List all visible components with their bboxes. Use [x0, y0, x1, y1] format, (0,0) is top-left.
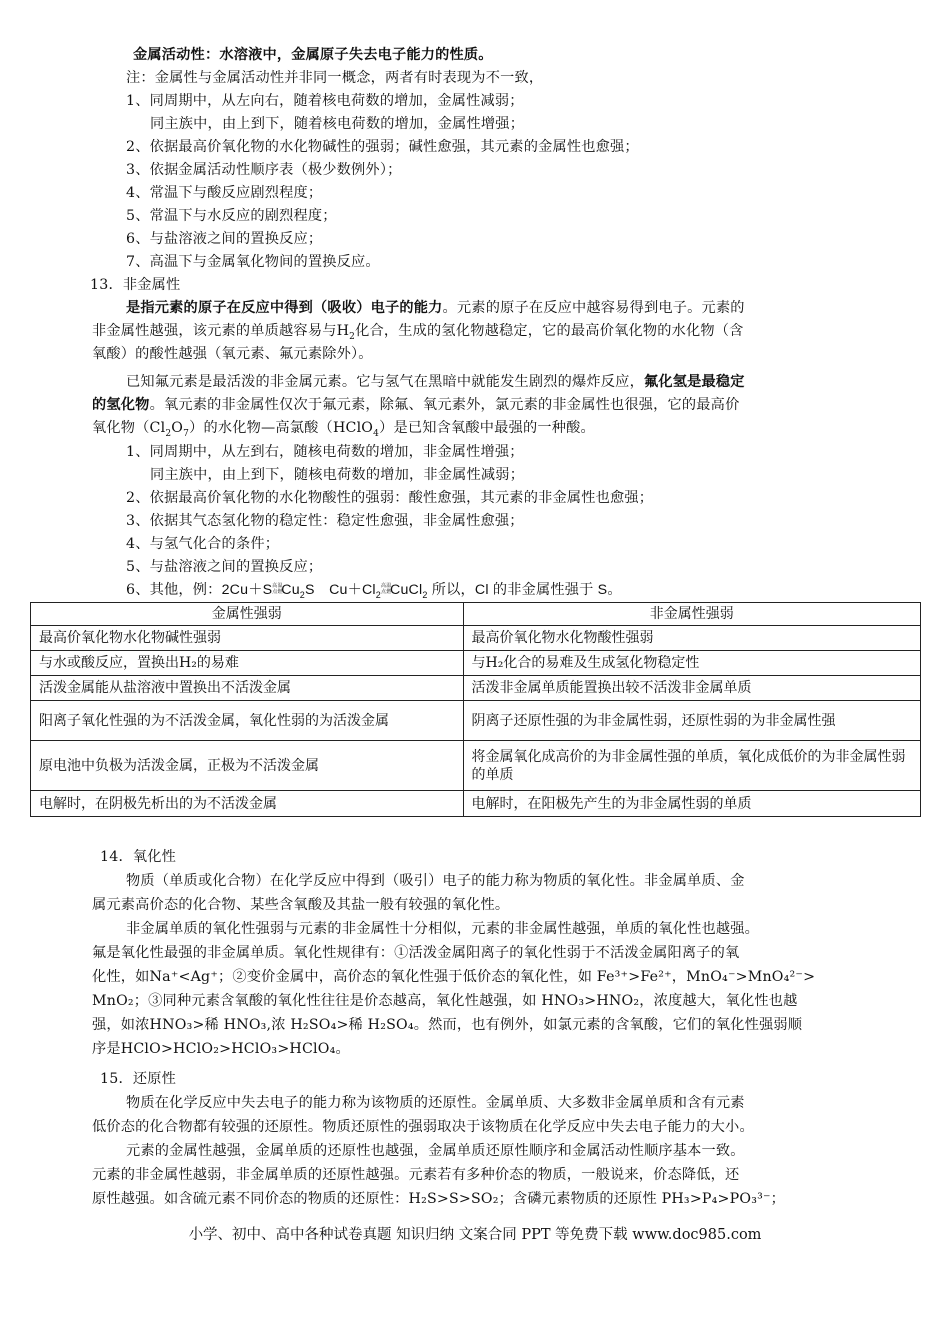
metal-item-7: 7、高温下与金属氧化物间的置换反应。 — [126, 254, 380, 270]
fluorine-paragraph-line-3: 氧化物$(Cl_2O_7)$的水化物—高氯酸（HClO$_4$）是已知含氧酸中最强的一种酸。 — [92, 420, 595, 439]
metal-item-2: 2、依据最高价氧化物的水化物碱性的强弱；碱性愈强，其元素的金属性也愈强； — [126, 139, 639, 155]
metal-item-1: 1、同周期中，从左向右，随着核电荷数的增加，金属性减弱； — [126, 93, 524, 109]
table-cell: 与水或酸反应，置换出H₂的易难 — [31, 651, 464, 676]
nonmetal-p1-line2: 非金属性越强，该元素的单质越容易与H — [92, 323, 350, 339]
metal-item-5: 5、常温下与水反应的剧烈程度； — [126, 208, 337, 224]
nonmetal-item-1b: 同主族中，由上到下，随核电荷数的增加，非金属性减弱； — [150, 467, 525, 483]
metal-item-4: 4、常温下与酸反应剧烈程度； — [126, 185, 323, 201]
nonmetal-paragraph-line-3: 氧酸）的酸性越强（氧元素、氟元素除外）。 — [92, 346, 373, 362]
table-cell: 最高价氧化物水化物酸性强弱 — [463, 626, 921, 651]
fluorine-p-line2a: 的氢化物 — [92, 397, 150, 413]
fluorine-p-line1a: 已知氟元素是最活泼的非金属元素。它与氢气在黑暗中就能发生剧烈的爆炸反应， — [126, 374, 644, 390]
fluorine-p-line3c: ）的水化物—高氯酸（HClO — [189, 420, 374, 436]
reaction1-product: Cu — [281, 582, 300, 598]
reduction-line-3: 元素的金属性越强，金属单质的还原性也越强，金属单质还原性顺序和金属活动性顺序基本一致。 — [126, 1143, 745, 1159]
reaction1-condition — [272, 584, 281, 596]
fluorine-p-line2b: 。氧元素的非金属性仅次于氟元素，除氟、氧元素外，氯元素的非金属性也很强，它的最高价 — [149, 397, 740, 413]
metal-nonmetal-comparison-table — [30, 602, 921, 817]
metal-item-6: 6、与盐溶液之间的置换反应； — [126, 231, 323, 247]
nonmetal-item-4: 4、与氢气化合的条件； — [126, 536, 280, 552]
item6-conclusion: 所以，Cl 的非金属性强于 S。 — [427, 582, 622, 598]
nonmetal-paragraph-line-2: 非金属性越强，该元素的单质越容易与$H_2$化合，生成的氢化物越稳定，它的最高价氧化物的水化物（含 — [92, 323, 744, 342]
fluorine-paragraph-line-1 — [126, 371, 745, 393]
nonmetal-item-1: 1、同周期中，从左到右，随核电荷数的增加，非金属性增强； — [126, 444, 524, 460]
table-row — [31, 651, 921, 676]
table-header-row — [31, 603, 921, 626]
fluorine-p-line3a: 氧化物（Cl — [92, 420, 166, 436]
table-cell: 阳离子氧化性强的为不活泼金属，氧化性弱的为活泼金属 — [31, 701, 464, 741]
nonmetal-definition: 是指元素的原子在反应中得到（吸收）电子的能力 — [126, 300, 443, 316]
metal-activity-heading: 金属活动性：水溶液中，金属原子失去电子能力的性质。 — [133, 47, 493, 63]
table-cell: 与H₂化合的易难及生成氢化物稳定性 — [463, 651, 921, 676]
table-cell: 阴离子还原性强的为非金属性弱，还原性弱的为非金属性强 — [463, 701, 921, 741]
reduction-line-5: 原性越强。如含硫元素不同价态的物质的还原性：H₂S>S>SO₂；含磷元素物质的还原性 PH₃>P₄>PO₃³⁻； — [92, 1191, 786, 1207]
table-cell: 原电池中负极为活泼金属，正极为不活泼金属 — [31, 741, 464, 791]
reduction-line-1: 物质在化学反应中失去电子的能力称为该物质的还原性。金属单质、大多数非金属单质和含有元素 — [126, 1095, 745, 1111]
nonmetal-item-3: 3、依据其气态氢化物的稳定性：稳定性愈强，非金属性愈强； — [126, 513, 524, 529]
nonmetal-paragraph-line-1 — [126, 297, 745, 319]
reduction-line-2: 低价态的化合物都有较强的还原性。物质还原性的强弱取决于该物质在化学反应中失去电子能力的大小。 — [92, 1119, 754, 1135]
fluorine-p-line1b: 氟化氢是最稳定 — [643, 374, 745, 390]
table-header-metal: 金属性强弱 — [31, 603, 464, 626]
fluorine-p-line3b: O — [171, 420, 184, 436]
reaction2-cond-top: 高温 — [381, 583, 392, 590]
metal-note: 注：金属性与金属活动性并非同一概念，两者有时表现为不一致， — [126, 70, 544, 86]
nonmetal-p1-rest: 。元素的原子在反应中越容易得到电子。元素的 — [442, 300, 745, 316]
oxidation-line-4: 氟是氧化性最强的非金属单质。氧化性规律有：①活泼金属阳离子的氧化性弱于不活泼金属阳离子的氧 — [92, 945, 740, 961]
fluorine-p-line3d: ）是已知含氧酸中最强的一种酸。 — [379, 420, 595, 436]
nonmetal-title: 13．非金属性 — [90, 277, 181, 293]
fluorine-paragraph-line-2 — [92, 394, 739, 416]
metal-item-1b: 同主族中，由上到下，随着核电荷数的增加，金属性增强； — [150, 116, 525, 132]
metal-item-3: 3、依据金属活动性顺序表（极少数例外）； — [126, 162, 402, 178]
table-cell: 将金属氧化成高价的为非金属性强的单质，氧化成低价的为非金属性弱的单质 — [463, 741, 921, 791]
reaction1-cond-bot: 点燃 — [272, 589, 283, 596]
table-row — [31, 626, 921, 651]
table-cell: 电解时，在阴极先析出的为不活泼金属 — [31, 791, 464, 817]
table-cell: 活泼非金属单质能置换出较不活泼非金属单质 — [463, 676, 921, 701]
reaction2-product: CuCl — [390, 582, 423, 598]
reaction-equations: 2Cu＋S 高温 点燃 $Cu_2S$ $Cu+Cl_2$ 高温 点燃 CuCl$_2$ 所以，Cl 的非金属性强于 S。 — [221, 582, 622, 600]
table-row — [31, 701, 921, 741]
item6-prefix: 6、其他，例： — [126, 582, 222, 598]
oxidation-line-7: 强，如浓HNO₃>稀 HNO₃,浓 H₂SO₄>稀 H₂SO₄。然而，也有例外，如氯元素的含氧酸，它们的氧化性强弱顺 — [92, 1017, 803, 1033]
reduction-line-4: 元素的非金属性越弱，非金属单质的还原性越强。元素若有多种价态的物质，一般说来，价态降低，还 — [92, 1167, 740, 1183]
reaction2-cond-bot: 点燃 — [381, 589, 392, 596]
table-cell: 最高价氧化物水化物碱性强弱 — [31, 626, 464, 651]
reaction2-left: S Cu＋Cl — [305, 582, 376, 598]
table-cell: 电解时，在阳极先产生的为非金属性弱的单质 — [463, 791, 921, 817]
nonmetal-item-2: 2、依据最高价氧化物的水化物酸性的强弱：酸性愈强，其元素的非金属性也愈强； — [126, 490, 654, 506]
reaction1-left: 2Cu＋S — [221, 582, 273, 598]
oxidation-line-1: 物质（单质或化合物）在化学反应中得到（吸引）电子的能力称为物质的氧化性。非金属单质、金 — [126, 873, 745, 889]
oxidation-line-2: 属元素高价态的化合物、某些含氧酸及其盐一般有较强的氧化性。 — [92, 897, 510, 913]
table-row — [31, 741, 921, 791]
table-cell: 活泼金属能从盐溶液中置换出不活泼金属 — [31, 676, 464, 701]
nonmetal-p1-line2b: 化合，生成的氢化物越稳定，它的最高价氧化物的水化物（含 — [355, 323, 744, 339]
oxidation-title: 14．氧化性 — [100, 849, 177, 865]
oxidation-line-6: MnO₂；③同种元素含氧酸的氧化性往往是价态越高，氧化性越强，如 HNO₃>HNO₂，浓度越大，氧化性也越 — [92, 993, 798, 1009]
reaction2-condition — [381, 584, 390, 596]
table-header-nonmetal: 非金属性强弱 — [463, 603, 921, 626]
nonmetal-item-6 — [126, 579, 622, 601]
reduction-title: 15．还原性 — [100, 1071, 177, 1087]
nonmetal-item-5: 5、与盐溶液之间的置换反应； — [126, 559, 323, 575]
footer-advert: 小学、初中、高中各种试卷真题 知识归纳 文案合同 PPT 等免费下载 www.doc985.com — [188, 1227, 762, 1243]
oxidation-line-3: 非金属单质的氧化性强弱与元素的非金属性十分相似，元素的非金属性越强，单质的氧化性也越强。 — [126, 921, 760, 937]
oxidation-line-5: 化性，如Na⁺<Ag⁺；②变价金属中，高价态的氧化性强于低价态的氧化性，如 Fe³⁺>Fe²⁺，MnO₄⁻>MnO₄²⁻> — [92, 969, 816, 985]
table-row — [31, 791, 921, 817]
oxidation-line-8: 序是HClO>HClO₂>HClO₃>HClO₄。 — [92, 1041, 350, 1057]
table-row — [31, 676, 921, 701]
reaction1-cond-top: 高温 — [272, 583, 283, 590]
